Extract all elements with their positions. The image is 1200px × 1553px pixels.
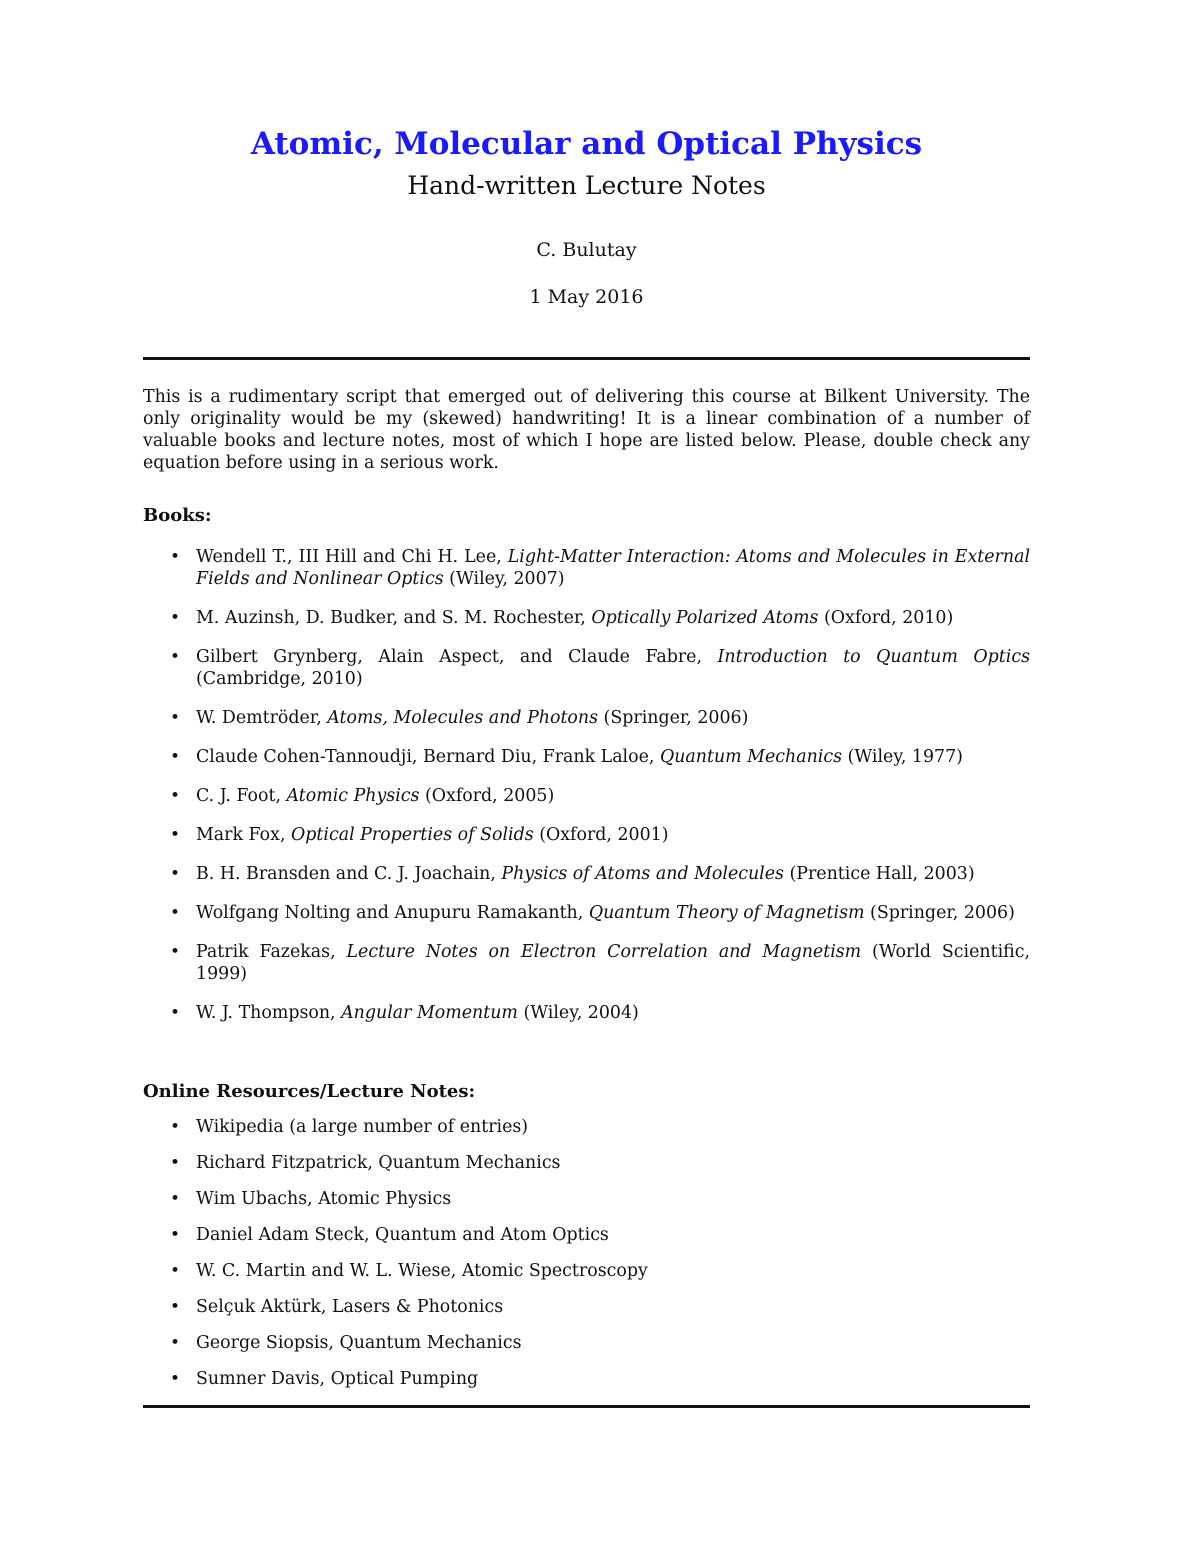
top-divider (143, 357, 1030, 360)
book-item (143, 863, 1030, 885)
book-title: Atomic Physics (286, 786, 420, 806)
book-authors: Mark Fox, (196, 825, 292, 845)
resource-text: Wim Ubachs, Atomic Physics (196, 1189, 452, 1209)
bullet-icon: • (170, 647, 181, 667)
resource-item (143, 1116, 1030, 1138)
book-item (143, 1002, 1030, 1024)
book-item (143, 941, 1030, 985)
bullet-icon: • (170, 1225, 181, 1245)
book-authors: Claude Cohen-Tannoudji, Bernard Diu, Frank Laloe, (196, 747, 660, 767)
book-publisher: (Oxford, 2010) (818, 608, 954, 628)
books-list (143, 546, 1030, 1041)
document-subtitle: Hand-written Lecture Notes (407, 171, 766, 200)
book-title: Light-Matter Interaction: Atoms and Molecules in External Fields and Nonlinear Optics (196, 547, 1031, 589)
resource-text: Richard Fitzpatrick, Quantum Mechanics (196, 1153, 561, 1173)
bullet-icon: • (170, 1117, 181, 1137)
book-authors: W. Demtröder, (196, 708, 328, 728)
bullet-icon: • (170, 708, 181, 728)
book-item (143, 785, 1030, 807)
bullet-icon: • (170, 864, 181, 884)
bullet-icon: • (170, 1189, 181, 1209)
intro-paragraph: This is a rudimentary script that emerged out of delivering this course at Bilkent University. The only originality would be my (skewed) handwriting! It is a linear combination of a number of valuable books and lecture notes, most of which I hope are listed below. Please, double check any equation before using in a serious work. (143, 387, 1030, 473)
document-title: Atomic, Molecular and Optical Physics (250, 126, 923, 162)
author-name: C. Bulutay (536, 239, 637, 261)
resource-item (143, 1332, 1030, 1354)
bottom-divider (143, 1405, 1030, 1408)
bullet-icon: • (170, 547, 181, 567)
book-title: Angular Momentum (341, 1003, 518, 1023)
bullet-icon: • (170, 786, 181, 806)
book-item (143, 607, 1030, 629)
bullet-icon: • (170, 942, 181, 962)
book-title: Quantum Theory of Magnetism (588, 903, 865, 923)
book-authors: Wolfgang Nolting and Anupuru Ramakanth, (196, 903, 589, 923)
resource-item (143, 1296, 1030, 1318)
book-authors: Patrik Fazekas, (196, 942, 347, 962)
bullet-icon: • (170, 608, 181, 628)
book-authors: M. Auzinsh, D. Budker, and S. M. Rochester, (196, 608, 592, 628)
book-item (143, 707, 1030, 729)
books-heading: Books: (143, 505, 212, 526)
book-item (143, 824, 1030, 846)
bullet-icon: • (170, 1153, 181, 1173)
book-title: Atoms, Molecules and Photons (327, 708, 599, 728)
book-authors: C. J. Foot, (196, 786, 287, 806)
book-publisher: (Wiley, 2007) (443, 569, 565, 589)
resource-text: George Siopsis, Quantum Mechanics (196, 1333, 522, 1353)
document-date: 1 May 2016 (529, 286, 644, 308)
book-publisher: (Wiley, 2004) (517, 1003, 639, 1023)
book-item (143, 746, 1030, 768)
book-title: Optically Polarized Atoms (591, 608, 819, 628)
book-title: Physics of Atoms and Molecules (501, 864, 784, 884)
book-publisher: (Springer, 2006) (864, 903, 1015, 923)
book-authors: B. H. Bransden and C. J. Joachain, (196, 864, 502, 884)
bullet-icon: • (170, 1261, 181, 1281)
book-title: Quantum Mechanics (659, 747, 843, 767)
bullet-icon: • (170, 1297, 181, 1317)
resource-item (143, 1152, 1030, 1174)
resource-item (143, 1368, 1030, 1390)
resource-item (143, 1224, 1030, 1246)
bullet-icon: • (170, 747, 181, 767)
book-authors: Gilbert Grynberg, Alain Aspect, and Claude Fabre, (196, 647, 718, 667)
book-item (143, 902, 1030, 924)
book-title: Introduction to Quantum Optics (717, 647, 1031, 667)
book-publisher: (World Scientific, 1999) (196, 942, 1030, 984)
book-publisher: (Oxford, 2001) (533, 825, 669, 845)
resource-item (143, 1260, 1030, 1282)
resource-text: Daniel Adam Steck, Quantum and Atom Optics (196, 1225, 609, 1245)
book-title: Optical Properties of Solids (291, 825, 534, 845)
book-item (143, 546, 1030, 590)
bullet-icon: • (170, 1369, 181, 1389)
book-item (143, 646, 1030, 690)
bullet-icon: • (170, 1333, 181, 1353)
online-resources-list (143, 1116, 1030, 1404)
bullet-icon: • (170, 903, 181, 923)
online-resources-heading: Online Resources/Lecture Notes: (143, 1081, 476, 1102)
resource-text: W. C. Martin and W. L. Wiese, Atomic Spectroscopy (196, 1261, 648, 1281)
book-publisher: (Cambridge, 2010) (196, 669, 363, 689)
bullet-icon: • (170, 1003, 181, 1023)
book-publisher: (Springer, 2006) (598, 708, 749, 728)
book-publisher: (Oxford, 2005) (419, 786, 555, 806)
book-publisher: (Wiley, 1977) (842, 747, 963, 767)
resource-item (143, 1188, 1030, 1210)
book-authors: W. J. Thompson, (196, 1003, 342, 1023)
resource-text: Selçuk Aktürk, Lasers & Photonics (196, 1297, 504, 1317)
bullet-icon: • (170, 825, 181, 845)
book-title: Lecture Notes on Electron Correlation and Magnetism (346, 942, 862, 962)
book-authors: Wendell T., III Hill and Chi H. Lee, (196, 547, 508, 567)
book-publisher: (Prentice Hall, 2003) (783, 864, 975, 884)
resource-text: Sumner Davis, Optical Pumping (196, 1369, 479, 1389)
resource-text: Wikipedia (a large number of entries) (196, 1117, 529, 1137)
